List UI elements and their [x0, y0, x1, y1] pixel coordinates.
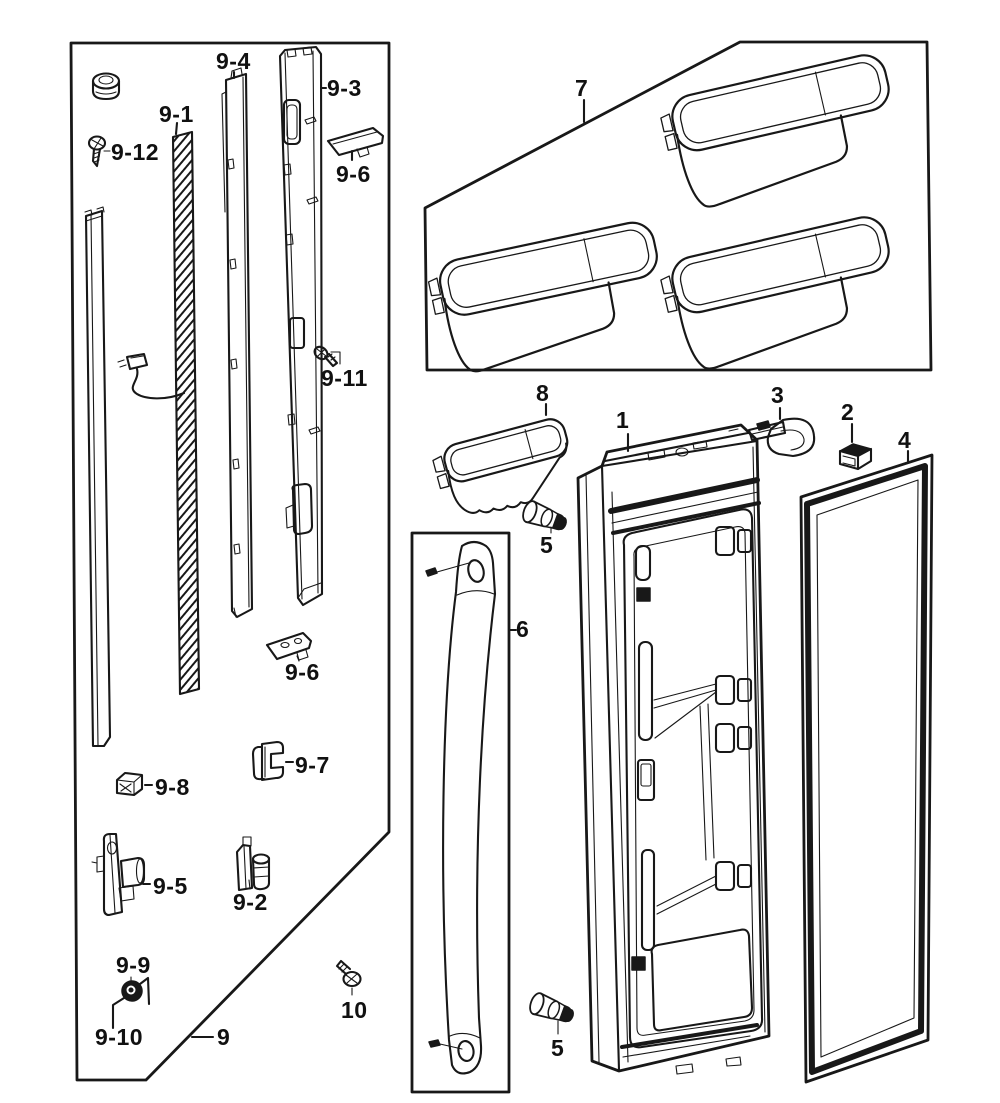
part-9-6-bottom [267, 633, 311, 661]
trim-strip [85, 207, 110, 746]
callout-9-7: 9-7 [295, 752, 330, 778]
callout-9-5: 9-5 [153, 873, 188, 899]
part-2-cap [840, 424, 871, 469]
part-3-hinge-cover [749, 408, 814, 456]
part-9-5-hinge [92, 834, 150, 915]
callout-9: 9 [217, 1024, 231, 1050]
callout-9-3: 9-3 [327, 75, 362, 101]
part-9-2-hinge [237, 837, 269, 890]
callout-9-9: 9-9 [116, 952, 151, 978]
part-9-8-clip [117, 773, 152, 795]
callout-8: 8 [536, 380, 550, 406]
door-bin-top-right [657, 51, 906, 213]
callout-10: 10 [341, 997, 368, 1023]
screw-10 [337, 961, 361, 995]
door-bin-left [425, 219, 673, 378]
callout-2: 2 [841, 399, 855, 425]
callout-4: 4 [898, 427, 912, 453]
part-9-3-rail [280, 47, 326, 605]
part-5-plug-bottom [527, 991, 576, 1034]
handle-screw-bottom [429, 1040, 440, 1047]
part-9-9-spring [113, 977, 149, 1028]
callout-5-top: 5 [540, 532, 554, 558]
group-9-box [71, 43, 389, 1080]
door-bin-bottom-right [657, 213, 906, 375]
callout-3: 3 [771, 382, 785, 408]
callout-9-8: 9-8 [155, 774, 190, 800]
part-4-gasket [801, 451, 932, 1082]
part-9-1-vent-strip [173, 123, 199, 694]
part-1-door [578, 425, 769, 1074]
callout-9-2: 9-2 [233, 889, 268, 915]
callout-9-6-top: 9-6 [336, 161, 371, 187]
part-9-7-clip [253, 742, 293, 780]
wire-connector [118, 354, 184, 398]
callout-9-4: 9-4 [216, 48, 251, 74]
callout-5-bottom: 5 [551, 1035, 565, 1061]
callout-9-11: 9-11 [321, 365, 368, 391]
part-6-handle [412, 533, 516, 1092]
callout-9-10: 9-10 [95, 1024, 144, 1050]
callout-9-1: 9-1 [159, 101, 194, 127]
part-9-6-top [328, 128, 383, 160]
screw-9-12 [89, 137, 110, 167]
callout-9-6-bottom: 9-6 [285, 659, 320, 685]
part-9-4-channel [222, 68, 252, 617]
part-8-bin [430, 404, 580, 524]
part-5-plug-top [520, 499, 569, 535]
callout-6: 6 [516, 616, 530, 642]
callout-9-12: 9-12 [111, 139, 160, 165]
callout-1: 1 [616, 407, 630, 433]
cap-part [93, 74, 119, 100]
callout-7: 7 [575, 75, 589, 101]
